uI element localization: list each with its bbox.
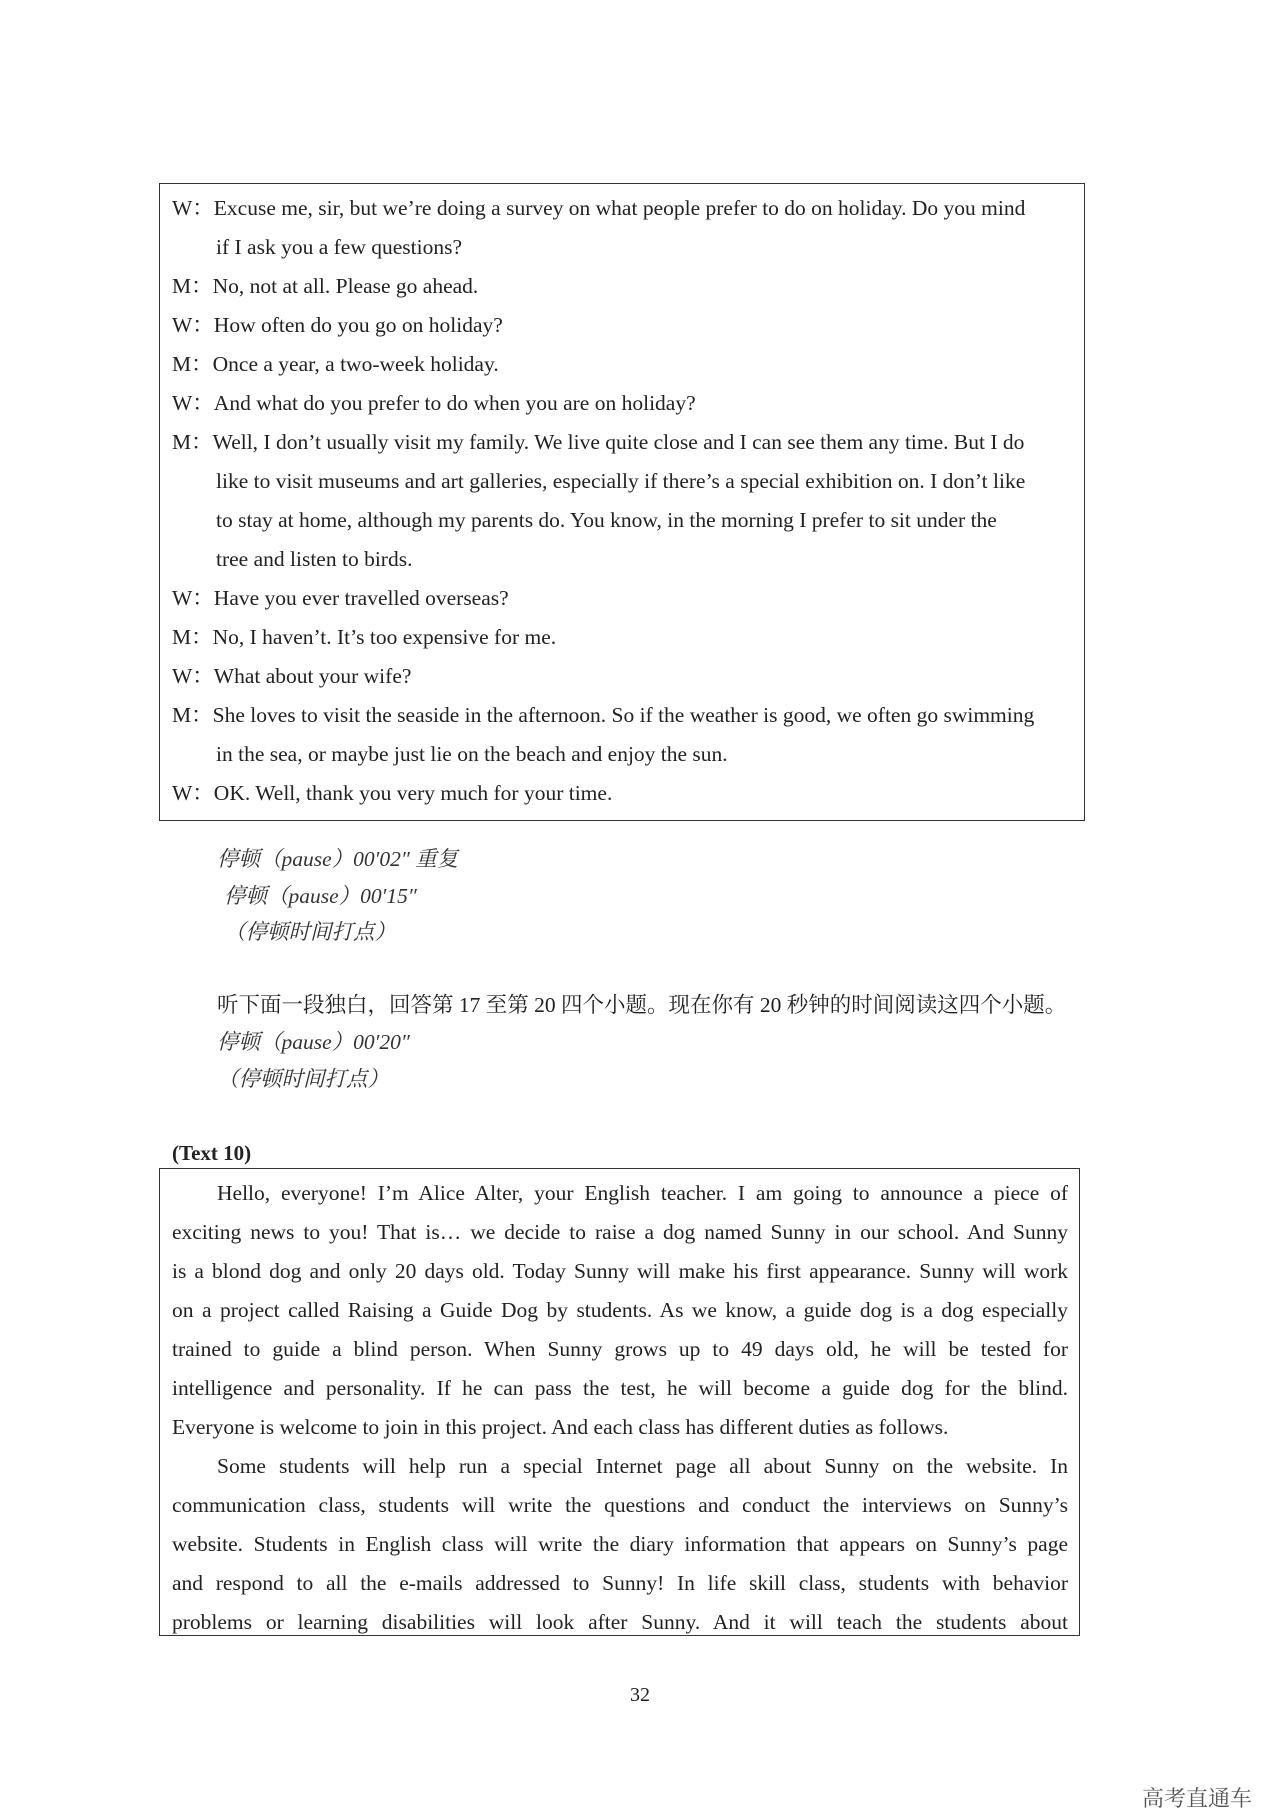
- dialogue-line: W：Have you ever travelled overseas?: [172, 586, 509, 610]
- passage-line: exciting news to you! That is… we decide to raise a dog named Sunny in our school. And Sunny: [172, 1220, 1068, 1244]
- passage-line: trained to guide a blind person. When Sunny grows up to 49 days old, he will be tested for: [172, 1337, 1068, 1361]
- pause-note: 停顿（pause）00′15″: [224, 884, 417, 908]
- passage-line: problems or learning disabilities will look after Sunny. And it will teach the students about: [172, 1610, 1068, 1634]
- pause-note: 停顿（pause）00′02″ 重复: [217, 847, 459, 871]
- passage-line: Everyone is welcome to join in this project. And each class has different duties as follows.: [172, 1415, 949, 1439]
- dialogue-line-cont: if I ask you a few questions?: [216, 235, 462, 259]
- passage-line: Some students will help run a special Internet page all about Sunny on the website. In: [217, 1454, 1068, 1478]
- pause-note: 停顿（pause）00′20″: [217, 1030, 410, 1054]
- dialogue-line: W：What about your wife?: [172, 664, 412, 688]
- dialogue-line: M：Well, I don’t usually visit my family. We live quite close and I can see them any time. But I do: [172, 430, 1025, 454]
- dialogue-line: W：OK. Well, thank you very much for your time.: [172, 781, 613, 805]
- dialogue-line: W：Excuse me, sir, but we’re doing a survey on what people prefer to do on holiday. Do you mind: [172, 196, 1026, 220]
- dialogue-line: W：And what do you prefer to do when you are on holiday?: [172, 391, 696, 415]
- text-heading: (Text 10): [172, 1141, 252, 1165]
- dialogue-line: M：No, not at all. Please go ahead.: [172, 274, 479, 298]
- instruction-text: 听下面一段独白，回答第 17 至第 20 四个小题。现在你有 20 秒钟的时间阅读这四个小题。: [217, 993, 1067, 1017]
- dialogue-line: W：How often do you go on holiday?: [172, 313, 503, 337]
- page-number: 32: [630, 1684, 650, 1706]
- pause-mark: （停顿时间打点）: [224, 920, 397, 944]
- passage-line: intelligence and personality. If he can pass the test, he will become a guide dog for the blind.: [172, 1376, 1068, 1400]
- passage-line: website. Students in English class will write the diary information that appears on Sunny’s page: [172, 1532, 1068, 1556]
- passage-line: Hello, everyone! I’m Alice Alter, your English teacher. I am going to announce a piece of: [217, 1181, 1068, 1205]
- dialogue-line-cont: tree and listen to birds.: [216, 547, 413, 571]
- watermark: 高考直通车: [1141, 1787, 1252, 1812]
- dialogue-line-cont: to stay at home, although my parents do. You know, in the morning I prefer to sit under the: [216, 508, 997, 532]
- passage-line: on a project called Raising a Guide Dog by students. As we know, a guide dog is a dog especially: [172, 1298, 1068, 1322]
- pause-mark: （停顿时间打点）: [217, 1067, 390, 1091]
- text10-box: [159, 1168, 1080, 1636]
- dialogue-line: M：She loves to visit the seaside in the afternoon. So if the weather is good, we often go swimming: [172, 703, 1035, 727]
- dialogue-line-cont: like to visit museums and art galleries, especially if there’s a special exhibition on. I don’t like: [216, 469, 1026, 493]
- passage-line: and respond to all the e-mails addressed to Sunny! In life skill class, students with behavior: [172, 1571, 1068, 1595]
- dialogue-line: M：No, I haven’t. It’s too expensive for me.: [172, 625, 557, 649]
- dialogue-line: M：Once a year, a two-week holiday.: [172, 352, 499, 376]
- passage-line: communication class, students will write the questions and conduct the interviews on Sunny’s: [172, 1493, 1068, 1517]
- dialogue-line-cont: in the sea, or maybe just lie on the beach and enjoy the sun.: [216, 742, 728, 766]
- passage-line: is a blond dog and only 20 days old. Today Sunny will make his first appearance. Sunny will work: [172, 1259, 1068, 1283]
